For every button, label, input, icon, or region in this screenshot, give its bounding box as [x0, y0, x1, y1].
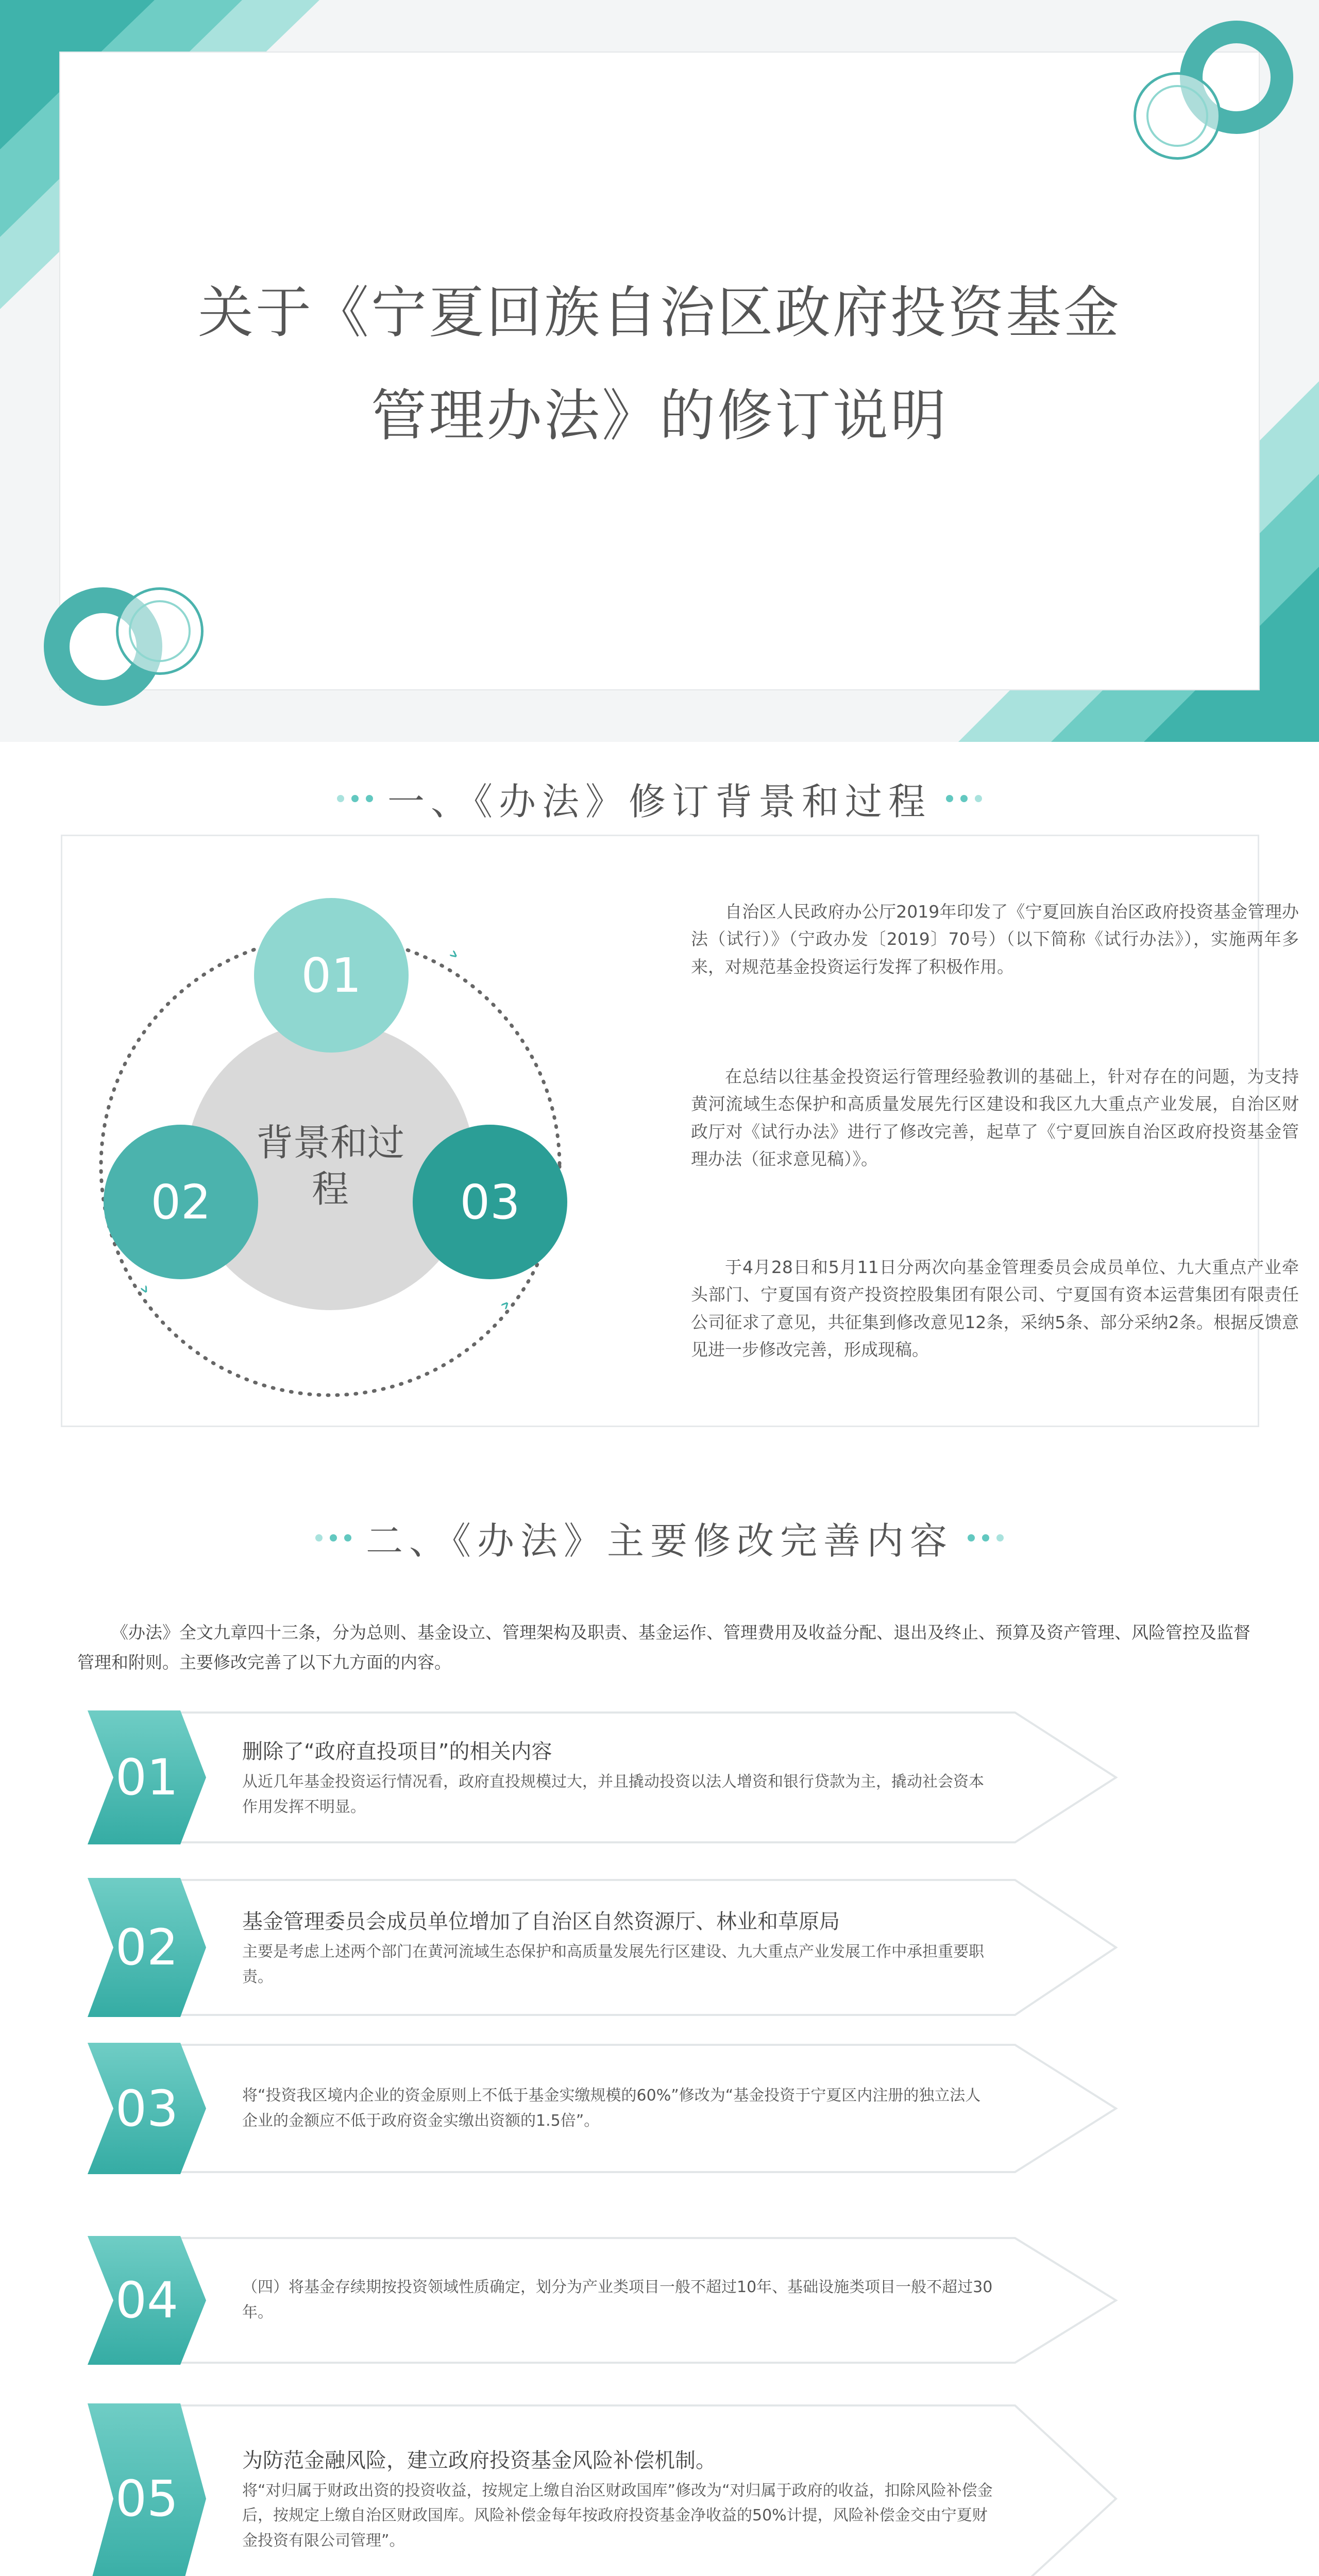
item-description: 从近几年基金投资运行情况看，政府直投规模过大，并且撬动投资以法人增资和银行贷款为主，撬动社会资本作用发挥不明显。 [242, 1772, 984, 1816]
hero-banner [0, 0, 1319, 742]
item-number: 03 [115, 2079, 179, 2138]
item-description: （四）将基金存续期按投资领域性质确定，划分为产业类项目一般不超过10年、基础设施类项目一般不超过30年。 [242, 2278, 993, 2321]
revision-item [88, 2236, 1118, 2365]
item-content [242, 1710, 994, 1844]
item-title: 删除了“政府直投项目”的相关内容 [242, 1739, 552, 1764]
section1-title: 一、《办法》修订背景和过程 [387, 780, 932, 823]
revision-item [88, 2403, 1118, 2576]
item-content [242, 2403, 994, 2576]
item-number: 05 [115, 2470, 179, 2528]
ring-decor [129, 600, 191, 662]
item-number: 04 [115, 2272, 179, 2329]
background-paragraph-1: 自治区人民政府办公厅2019年印发了《宁夏回族自治区政府投资基金管理办法（试行）》（宁政办发〔2019〕70号）（以下简称《试行办法》），实施两年多来，对规范基金投资运行发挥了积极作用。 [691, 902, 1299, 977]
item-number: 01 [115, 1749, 179, 1806]
section1-heading [0, 775, 1319, 822]
item-description: 将“投资我区境内企业的资金原则上不低于基金实缴规模的60%”修改为“基金投资于宁夏区内注册的独立法人企业的金额应不低于政府资金实缴出资额的1.5倍”。 [242, 2086, 981, 2130]
step-bubble-02: 02 [104, 1125, 258, 1279]
page-title-line2: 管理办法》的修订说明 [370, 384, 948, 448]
section1-box [61, 835, 1299, 1427]
item-description: 主要是考虑上述两个部门在黄河流域生态保护和高质量发展先行区建设、九大重点产业发展工作中承担重要职责。 [242, 1942, 984, 1986]
section2-title: 二、《办法》主要修改完善内容 [365, 1519, 953, 1563]
step-bubble-01: 01 [254, 898, 409, 1053]
background-paragraph-3: 于4月28日和5月11日分两次向基金管理委员会成员单位、九大重点产业牵头部门、宁夏国有资产投资控股集团有限公司、宁夏国有资本运营集团有限责任公司征求了意见，共征集到修改意见12条，采纳5条、部分采纳2条。根据反馈意见进一步修改完善，形成现稿。 [691, 1257, 1299, 1360]
step-bubble-03: 03 [413, 1125, 567, 1279]
ring-decor [1146, 85, 1208, 147]
heading-dots-left [315, 1534, 351, 1541]
revision-item [88, 1878, 1118, 2017]
page-title-line1: 关于《宁夏回族自治区政府投资基金 [197, 281, 1121, 345]
section2-intro: 《办法》全文九章四十三条，分为总则、基金设立、管理架构及职责、基金运作、管理费用及收益分配、退出及终止、预算及资产管理、风险管控及监督管理和附则。主要修改完善了以下九方面的内容。 [77, 1622, 1250, 1672]
item-title: 基金管理委员会成员单位增加了自治区自然资源厅、林业和草原局 [242, 1909, 840, 1934]
item-content [242, 1878, 994, 2017]
center-label: 背景和过程 [256, 1121, 404, 1211]
heading-dots-right [946, 795, 982, 802]
heading-dots-left [337, 795, 373, 802]
item-title: 为防范金融风险，建立政府投资基金风险补偿机制。 [242, 2448, 716, 2472]
item-content [242, 2236, 994, 2365]
heading-dots-right [968, 1534, 1004, 1541]
item-content [242, 2043, 994, 2174]
revision-item [88, 2043, 1118, 2174]
background-paragraph-2: 在总结以往基金投资运行管理经验教训的基础上，针对存在的问题，为支持黄河流域生态保护和高质量发展先行区建设和我区九大重点产业发展，自治区财政厅对《试行办法》进行了修改完善，起草了《宁夏回族自治区政府投资基金管理办法（征求意见稿）》。 [691, 1066, 1299, 1170]
item-description: 将“对归属于财政出资的投资收益，按规定上缴自治区财政国库”修改为“对归属于政府的收益，扣除风险补偿金后，按规定上缴自治区财政国库。风险补偿金每年按政府投资基金净收益的50%计提，风险补偿金交由宁夏财金投资有限公司管理”。 [242, 2481, 993, 2550]
item-number: 02 [115, 1919, 179, 1976]
revision-item [88, 1710, 1118, 1844]
section2-heading [0, 1515, 1319, 1561]
